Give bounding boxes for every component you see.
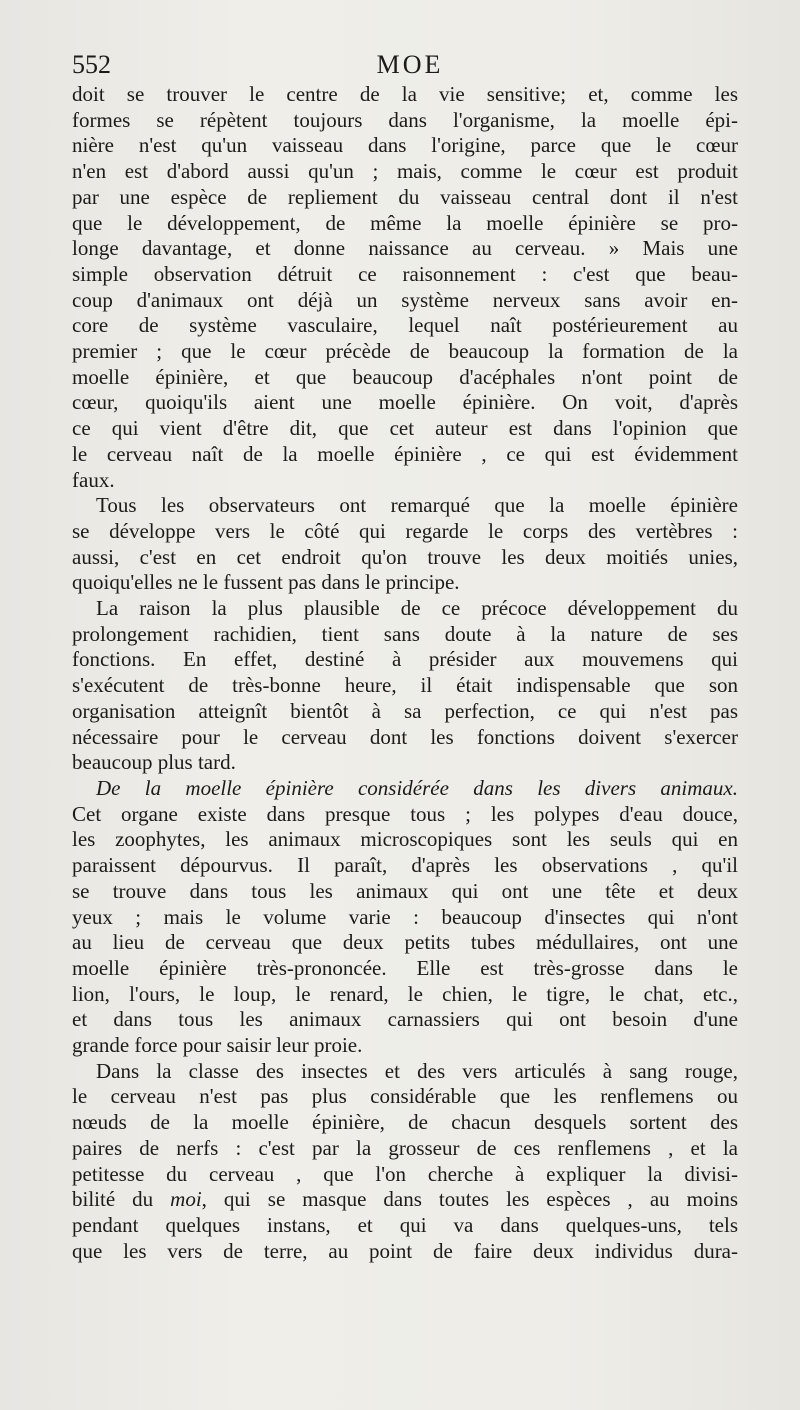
line-start: bilité du <box>72 1187 171 1212</box>
text-line: le cerveau n'est pas plus considérable que les renflemens ou <box>72 1084 738 1109</box>
text-line: n'en est d'abord aussi qu'un ; mais, comme le cœur est produit <box>72 159 738 184</box>
section-heading: De la moelle épinière considérée dans les divers animaux. <box>96 775 738 800</box>
text-line: nœuds de la moelle épinière, de chacun desquels sortent des <box>72 1110 738 1135</box>
text-line: que les vers de terre, au point de faire deux individus dura- <box>72 1238 738 1263</box>
text-line: s'exécutent de très-bonne heure, il était indispensable que son <box>72 673 738 698</box>
paragraph-5 <box>72 1059 738 1265</box>
text-line: par une espèce de repliement du vaisseau central dont il n'est <box>72 184 738 209</box>
text-line: longe davantage, et donne naissance au cerveau. » Mais une <box>72 236 738 261</box>
text-line: doit se trouver le centre de la vie sensitive; et, comme les <box>72 82 738 106</box>
text-line: se développe vers le côté qui regarde le corps des vertèbres : <box>72 518 738 543</box>
body-text <box>72 82 738 1264</box>
text-line: au lieu de cerveau que deux petits tubes médullaires, ont une <box>72 930 738 955</box>
text-line: core de système vasculaire, lequel naît postérieurement au <box>72 313 738 338</box>
text-line <box>72 1187 738 1213</box>
running-head: MOE <box>376 50 444 79</box>
paragraph-3 <box>72 596 738 776</box>
text-line: nécessaire pour le cerveau dont les fonctions doivent s'exercer <box>72 724 738 749</box>
text-line: et dans tous les animaux carnassiers qui ont besoin d'une <box>72 1007 738 1032</box>
text-line: quoiqu'elles ne le fussent pas dans le principe. <box>72 570 460 595</box>
text-line: beaucoup plus tard. <box>72 750 236 775</box>
text-line: que le développement, de même la moelle épinière se pro- <box>72 210 738 235</box>
text-line: lion, l'ours, le loup, le renard, le chien, le tigre, le chat, etc., <box>72 981 738 1006</box>
paragraph-4 <box>72 776 738 1059</box>
text-line: Cet organe existe dans presque tous ; les polypes d'eau douce, <box>72 801 738 826</box>
text-line: nière n'est qu'un vaisseau dans l'origine, parce que le cœur <box>72 133 738 158</box>
paragraph-2 <box>72 493 738 596</box>
text-line: les zoophytes, les animaux microscopiques sont les seuls qui en <box>72 827 738 852</box>
text-line: moelle épinière très-prononcée. Elle est très-grosse dans le <box>72 955 738 980</box>
text-line: prolongement rachidien, tient sans doute à la nature de ses <box>72 621 738 646</box>
text-line: simple observation détruit ce raisonnement : c'est que beau- <box>72 261 738 286</box>
text-line: yeux ; mais le volume varie : beaucoup d'insectes qui n'ont <box>72 904 738 929</box>
text-line: grande force pour saisir leur proie. <box>72 1033 363 1058</box>
text-line: aussi, c'est en cet endroit qu'on trouve les deux moitiés unies, <box>72 544 738 569</box>
text-line: Dans la classe des insectes et des vers articulés à sang rouge, <box>96 1058 738 1083</box>
text-line: organisation atteignît bientôt à sa perfection, ce qui n'est pas <box>72 698 738 723</box>
text-line: premier ; que le cœur précède de beaucoup la formation de la <box>72 339 738 364</box>
text-line: se trouve dans tous les animaux qui ont une tête et deux <box>72 878 738 903</box>
page-header <box>72 50 738 84</box>
page-number: 552 <box>72 50 111 79</box>
text-line: paires de nerfs : c'est par la grosseur de ces renflemens , et la <box>72 1135 738 1160</box>
text-line: paraissent dépourvus. Il paraît, d'après les observations , qu'il <box>72 853 738 878</box>
text-line: Tous les observateurs ont remarqué que la moelle épinière <box>96 493 738 518</box>
text-line: coup d'animaux ont déjà un système nerveux sans avoir en- <box>72 287 738 312</box>
line-end: , qui se masque dans toutes les espèces , au moins <box>201 1187 738 1212</box>
paragraph-1 <box>72 82 738 493</box>
text-line: formes se répètent toujours dans l'organisme, la moelle épi- <box>72 107 738 132</box>
text-line: moelle épinière, et que beaucoup d'acéphales n'ont point de <box>72 364 738 389</box>
text-line: ce qui vient d'être dit, que cet auteur est dans l'opinion que <box>72 416 738 441</box>
text-line: pendant quelques instans, et qui va dans quelques-uns, tels <box>72 1212 738 1237</box>
text-line: fonctions. En effet, destiné à présider aux mouvemens qui <box>72 647 738 672</box>
text-line: La raison la plus plausible de ce précoce développement du <box>96 596 738 621</box>
text-line: faux. <box>72 467 115 492</box>
text-line: cœur, quoiqu'ils aient une moelle épinière. On voit, d'après <box>72 390 738 415</box>
text-line: le cerveau naît de la moelle épinière , ce qui est évidemment <box>72 441 738 466</box>
italic-word: moi <box>170 1187 202 1212</box>
text-line: petitesse du cerveau , que l'on cherche à expliquer la divisi- <box>72 1161 738 1186</box>
